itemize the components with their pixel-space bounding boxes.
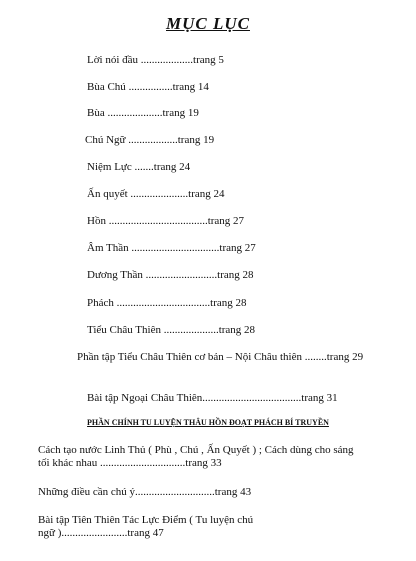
page-title: MỤC LỤC bbox=[166, 14, 250, 33]
toc-entry-dots: .................................... bbox=[202, 392, 302, 404]
toc-entry bbox=[85, 134, 214, 147]
toc-entry-page: trang 24 bbox=[188, 188, 225, 200]
toc-entry-page: trang 28 bbox=[210, 297, 247, 309]
toc-entry-dots: .................................. bbox=[116, 297, 211, 309]
toc-entry-dots: ................................ bbox=[131, 242, 220, 254]
toc-entry-page: trang 19 bbox=[162, 107, 199, 119]
toc-entry-label: Bài tập Ngoại Châu Thiên bbox=[87, 392, 203, 404]
toc-entry-dots: ................... bbox=[140, 54, 194, 66]
toc-entry bbox=[87, 324, 255, 337]
section-entry-line: Cách tạo nước Linh Thủ ( Phù , Chú , Ấn Quyết ) ; Cách dùng cho sáng bbox=[38, 444, 354, 456]
toc-entry-label: Hồn bbox=[87, 215, 106, 227]
section-entry-line: Những điều cần chú ý.............................trang 43 bbox=[38, 486, 252, 498]
toc-entry-label: Phần tập Tiểu Châu Thiên cơ bản – Nội Châu thiên bbox=[77, 351, 302, 363]
toc-entry-dots: ..................... bbox=[130, 188, 189, 200]
toc-entry-page: trang 27 bbox=[207, 215, 245, 227]
toc-entry-page: trang 28 bbox=[217, 269, 254, 281]
toc-entry-label: Phách bbox=[87, 297, 114, 309]
toc-entry-page: trang 5 bbox=[193, 54, 224, 66]
section-heading: PHẦN CHÍNH TU LUYỆN THÂU HỒN ĐOẠT PHÁCH BÍ TRUYỀN bbox=[87, 418, 329, 427]
toc-entry-label: Âm Thần bbox=[87, 242, 129, 254]
toc-entry bbox=[87, 81, 209, 94]
section-entry-line: Bài tập Tiên Thiên Tác Lực Điểm ( Tu luyện chú bbox=[38, 514, 254, 526]
toc-entry-label: Tiểu Châu Thiên bbox=[87, 324, 161, 336]
toc-entry-dots: ................ bbox=[128, 81, 173, 93]
toc-entry-label: Ấn quyết bbox=[87, 188, 128, 200]
toc-entry-label: Chú Ngữ bbox=[85, 134, 126, 146]
toc-entry-dots: .................... bbox=[107, 107, 163, 119]
toc-entry-label: Niệm Lực bbox=[87, 161, 132, 173]
toc-entry-page: trang 27 bbox=[219, 242, 256, 254]
toc-entry bbox=[87, 297, 247, 310]
toc-entry-label: Bùa Chú bbox=[87, 81, 126, 93]
toc-entry-dots: .................... bbox=[163, 324, 219, 336]
toc-entry bbox=[87, 242, 256, 255]
toc-entry-label: Lời nói đầu bbox=[87, 54, 139, 66]
toc-entry-page: trang 28 bbox=[218, 324, 256, 336]
toc-entry bbox=[87, 215, 244, 228]
toc-entry-page: trang 24 bbox=[153, 161, 191, 173]
toc-entry-dots: ....... bbox=[134, 161, 154, 173]
toc-entry bbox=[87, 107, 199, 120]
toc-entry bbox=[87, 392, 338, 405]
toc-entry bbox=[87, 54, 224, 67]
section-entry-line: tối khác nhau ...............................trang 33 bbox=[38, 457, 222, 469]
section-entry-line: ngữ )........................trang 47 bbox=[38, 527, 164, 539]
toc-entry bbox=[87, 269, 254, 282]
toc-entry-dots: ........ bbox=[304, 351, 327, 363]
toc-entry-dots: .................................... bbox=[108, 215, 208, 227]
toc-entry-dots: .................. bbox=[128, 134, 178, 146]
toc-entry-dots: .......................... bbox=[145, 269, 218, 281]
toc-entry-page: trang 31 bbox=[301, 392, 338, 404]
toc-entry bbox=[87, 188, 225, 201]
toc-entry-page: trang 19 bbox=[177, 134, 215, 146]
toc-entry-page: trang 29 bbox=[326, 351, 364, 363]
toc-entry bbox=[77, 351, 363, 364]
toc-entry-page: trang 14 bbox=[172, 81, 209, 93]
toc-entry-label: Dương Thần bbox=[87, 269, 143, 281]
toc-entry bbox=[87, 161, 190, 174]
toc-entry-label: Bùa bbox=[87, 107, 105, 119]
